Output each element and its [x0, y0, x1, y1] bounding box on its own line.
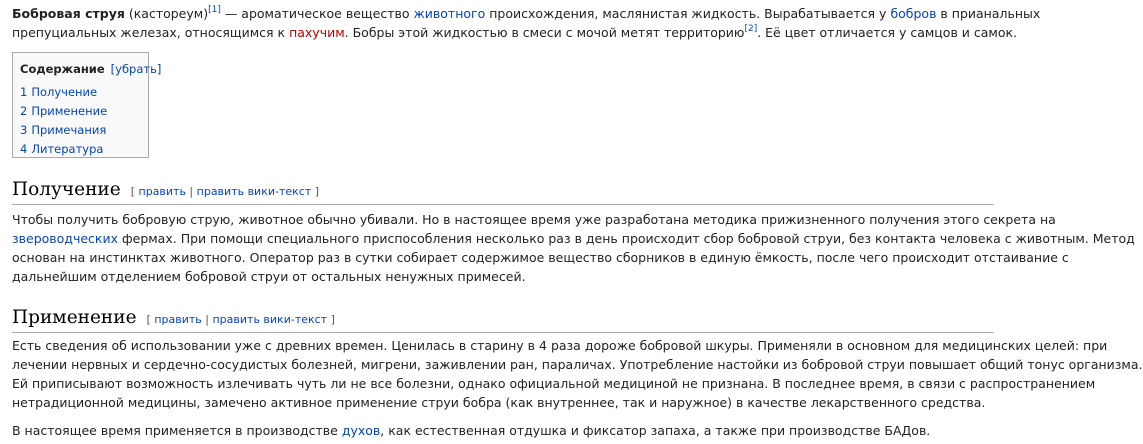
- toc-item-literature[interactable]: 4 Литература: [20, 142, 104, 156]
- link-beavers[interactable]: бобров: [890, 6, 937, 21]
- obtaining-paragraph: Чтобы получить бобровую струю, животное обычно убивали. Но в настоящее время уже разработана методика прижизненного получения этого секрета на звероводческих фермах. При помощи специального приспособления несколько раз в день происходит сбор бобровой струи, без контакта человека с животным. Метод основан на инстинктах животного. Оператор раз в сутки собирает содержимое вещество сборников в единую ёмкость, после чего происходит отстаивание с дальнейшим отделением бобровой струи от остальных ненужных примесей.: [12, 212, 1135, 284]
- link-animal[interactable]: животного: [413, 6, 486, 21]
- toc-hide-toggle[interactable]: [убрать]: [110, 62, 162, 76]
- toc-list: [20, 83, 141, 159]
- section-edit-links: [ править | править вики-текст ]: [130, 185, 320, 198]
- section-heading-obtaining: [12, 178, 994, 205]
- section-edit-links: [ править | править вики-текст ]: [146, 313, 335, 326]
- edit-section-link[interactable]: править: [138, 185, 186, 198]
- section-title-obtaining: Получение: [12, 179, 121, 200]
- toc-item-obtaining[interactable]: 1 Получение: [20, 85, 98, 99]
- intro-line-1: Бобровая струя (кастореум)[1] — ароматическое вещество животного происхождения, маслянистая жидкость. Вырабатывается у бобров в прианальных: [12, 5, 1041, 21]
- edit-wikitext-link[interactable]: править вики-текст: [212, 313, 328, 326]
- usage-paragraph-2: В настоящее время применяется в производстве духов, как естественная отдушка и фиксатор запаха, а также при производстве БАДов.: [12, 423, 931, 438]
- usage-paragraph-1: Есть сведения об использовании уже с древних времен. Ценилась в старину в 4 раза дороже бобровой шкуры. Применяли в основном для медицинских целей: при лечении нервных и сердечно-сосудистых болезней, мигрени, заживлении ран, параличах. Употребление настойки из бобровой струи повышает общий тонус организма. Ей приписывают возможность излечивать чуть ли не все болезни, однако официальной медициной не признана. В последнее время, в связи с распространением нетрадиционной медицины, замечено активное применение струи бобра (как внутреннее, так и наружное) в качестве лекарственного средства.: [12, 338, 1143, 410]
- toc-header: [20, 59, 162, 81]
- toc-title: Содержание: [20, 62, 105, 76]
- reference-2-link[interactable]: [2]: [744, 24, 758, 34]
- table-of-contents: [12, 52, 162, 158]
- intro-paragraph: [12, 4, 1041, 42]
- link-fur-farming[interactable]: звероводческих: [12, 231, 118, 246]
- edit-section-link[interactable]: править: [154, 313, 202, 326]
- reference-1-link[interactable]: [1]: [208, 5, 221, 15]
- section-title-usage: Применение: [12, 307, 137, 328]
- toc-item-notes[interactable]: 3 Примечания: [20, 123, 107, 137]
- article-term: Бобровая струя: [12, 6, 125, 21]
- toc-item-usage[interactable]: 2 Применение: [20, 104, 108, 118]
- link-pakhuchim[interactable]: пахучим: [289, 25, 345, 40]
- link-perfume[interactable]: духов: [341, 423, 381, 438]
- intro-line-2: препуциальных железах, относящимся к пахучим. Бобры этой жидкостью в смеси с мочой метят территорию[2]. Её цвет отличается у самцов и самок.: [12, 24, 1018, 40]
- section-heading-usage: [12, 306, 994, 333]
- edit-wikitext-link[interactable]: править вики-текст: [196, 185, 312, 198]
